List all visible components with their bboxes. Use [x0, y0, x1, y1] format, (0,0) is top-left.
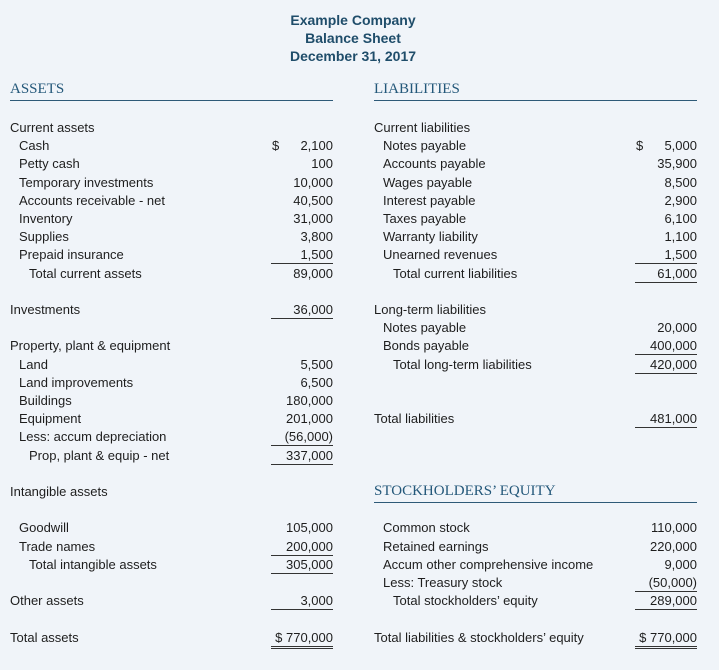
line-item-label: Notes payable [383, 320, 467, 336]
line-item-amount: 105,000 [286, 520, 333, 536]
assets-row [10, 301, 333, 319]
assets-row [10, 392, 333, 410]
line-item-label: Petty cash [19, 156, 80, 172]
assets-row [10, 174, 333, 192]
liabilities-row [374, 192, 697, 210]
line-item-amount: 481,000 [635, 410, 697, 428]
liabilities-row [374, 265, 697, 283]
line-item-label: Total liabilities & stockholders’ equity [374, 629, 584, 645]
line-item-amount: 89,000 [293, 265, 333, 281]
line-item-amount: 1,500 [635, 246, 697, 264]
line-item-label: Prepaid insurance [19, 247, 124, 263]
assets-row [10, 447, 333, 465]
line-item-label: Retained earnings [383, 538, 489, 554]
line-item-amount: 20,000 [657, 320, 697, 336]
line-item-amount: 200,000 [271, 538, 333, 556]
statement-title: Balance Sheet [305, 30, 401, 46]
assets-row [10, 246, 333, 264]
line-item-amount: 180,000 [286, 393, 333, 408]
line-item-label: Total intangible assets [29, 556, 157, 572]
line-item-amount: $ 770,000 [635, 629, 697, 649]
line-item-label: Other assets [10, 593, 84, 609]
assets-row [10, 228, 333, 246]
line-item-amount: 10,000 [293, 174, 333, 190]
line-item-amount: 3,800 [300, 229, 333, 245]
line-item-amount: 2,100 [300, 138, 333, 154]
assets-heading: ASSETS [10, 80, 333, 101]
liabilities-row [374, 319, 697, 337]
line-item-amount: 31,000 [293, 211, 333, 226]
assets-row [10, 265, 333, 283]
line-item-amount: 220,000 [650, 538, 697, 554]
line-item-amount: (50,000) [635, 574, 697, 592]
company-name: Example Company [290, 12, 416, 28]
line-item-label: Temporary investments [19, 174, 154, 190]
equity-row [374, 629, 697, 647]
assets-row [10, 137, 333, 155]
liabilities-row [374, 155, 697, 173]
assets-row [10, 210, 333, 228]
line-item-amount: 400,000 [635, 337, 697, 355]
line-item-amount: 61,000 [635, 265, 697, 283]
equity-row [374, 574, 697, 592]
liabilities-row [374, 246, 697, 264]
line-item-label: Unearned revenues [383, 247, 498, 263]
dollar-sign: $ [272, 138, 280, 154]
line-item-label: Intangible assets [10, 484, 108, 499]
line-item-amount: 36,000 [271, 301, 333, 319]
assets-row [10, 374, 333, 392]
line-item-label: Accounts receivable - net [19, 192, 165, 208]
line-item-amount: 110,000 [650, 520, 697, 536]
liabilities-heading: LIABILITIES [374, 80, 697, 101]
line-item-label: Land improvements [19, 374, 134, 390]
liabilities-row [374, 119, 697, 137]
equity-row [374, 592, 697, 610]
line-item-label: Equipment [19, 411, 82, 427]
line-item-label: Long-term liabilities [374, 302, 486, 317]
liabilities-row [374, 228, 697, 246]
line-item-label: Bonds payable [383, 338, 470, 354]
line-item-label: Total current liabilities [393, 265, 518, 281]
equity-row [374, 556, 697, 574]
line-item-amount: 5,500 [300, 356, 333, 372]
line-item-label: Prop, plant & equip - net [29, 447, 170, 463]
dollar-sign: $ [636, 138, 644, 154]
line-item-label: Supplies [19, 229, 69, 245]
line-item-amount: 6,100 [664, 211, 697, 226]
line-item-amount: 8,500 [664, 174, 697, 190]
equity-row [374, 538, 697, 556]
line-item-amount: (56,000) [271, 428, 333, 446]
assets-row [10, 410, 333, 428]
line-item-amount: 289,000 [635, 592, 697, 610]
line-item-label: Common stock [383, 520, 470, 536]
assets-row [10, 483, 333, 501]
line-item-label: Investments [10, 302, 81, 317]
line-item-label: Current assets [10, 120, 95, 135]
assets-row [10, 519, 333, 537]
line-item-label: Property, plant & equipment [10, 338, 171, 354]
line-item-amount: 201,000 [286, 411, 333, 427]
line-item-label: Total stockholders’ equity [393, 593, 538, 609]
line-item-label: Notes payable [383, 138, 467, 154]
line-item-label: Accum other comprehensive income [383, 556, 594, 572]
line-item-amount: 6,500 [300, 374, 333, 390]
assets-row [10, 192, 333, 210]
liabilities-row [374, 337, 697, 355]
assets-row [10, 556, 333, 574]
equity-row [374, 519, 697, 537]
line-item-label: Total liabilities [374, 411, 455, 427]
liabilities-row [374, 356, 697, 374]
line-item-label: Land [19, 356, 48, 372]
line-item-label: Trade names [19, 538, 96, 554]
line-item-label: Buildings [19, 393, 72, 408]
assets-row [10, 629, 333, 647]
line-item-label: Accounts payable [383, 156, 486, 172]
equity-heading: STOCKHOLDERS’ EQUITY [374, 482, 697, 503]
line-item-amount: $ 770,000 [271, 629, 333, 649]
assets-row [10, 592, 333, 610]
line-item-label: Cash [19, 138, 50, 154]
line-item-amount: 2,900 [664, 192, 697, 208]
line-item-amount: 1,500 [271, 246, 333, 264]
line-item-amount: 35,900 [657, 156, 697, 172]
line-item-label: Interest payable [383, 192, 476, 208]
line-item-amount: 100 [311, 156, 333, 172]
assets-row [10, 356, 333, 374]
line-item-amount: 9,000 [664, 556, 697, 572]
assets-row [10, 538, 333, 556]
line-item-label: Total assets [10, 629, 79, 645]
line-item-label: Current liabilities [374, 120, 471, 135]
line-item-label: Inventory [19, 211, 73, 226]
assets-row [10, 337, 333, 355]
liabilities-row [374, 210, 697, 228]
line-item-label: Total long-term liabilities [393, 356, 532, 372]
assets-row [10, 155, 333, 173]
line-item-label: Wages payable [383, 174, 473, 190]
assets-row [10, 119, 333, 137]
line-item-label: Taxes payable [383, 211, 467, 226]
line-item-amount: 337,000 [271, 447, 333, 465]
liabilities-row [374, 137, 697, 155]
line-item-amount: 3,000 [271, 592, 333, 610]
line-item-amount: 5,000 [664, 138, 697, 154]
assets-row [10, 428, 333, 446]
line-item-label: Total current assets [29, 265, 142, 281]
line-item-label: Less: Treasury stock [383, 575, 503, 590]
liabilities-row [374, 410, 697, 428]
line-item-label: Warranty liability [383, 229, 478, 245]
line-item-label: Less: accum depreciation [19, 429, 167, 445]
line-item-amount: 40,500 [293, 192, 333, 208]
liabilities-row [374, 301, 697, 319]
statement-date: December 31, 2017 [289, 48, 417, 64]
line-item-label: Goodwill [19, 520, 69, 536]
line-item-amount: 1,100 [664, 229, 697, 245]
line-item-amount: 420,000 [635, 356, 697, 374]
line-item-amount: 305,000 [271, 556, 333, 574]
liabilities-row [374, 174, 697, 192]
